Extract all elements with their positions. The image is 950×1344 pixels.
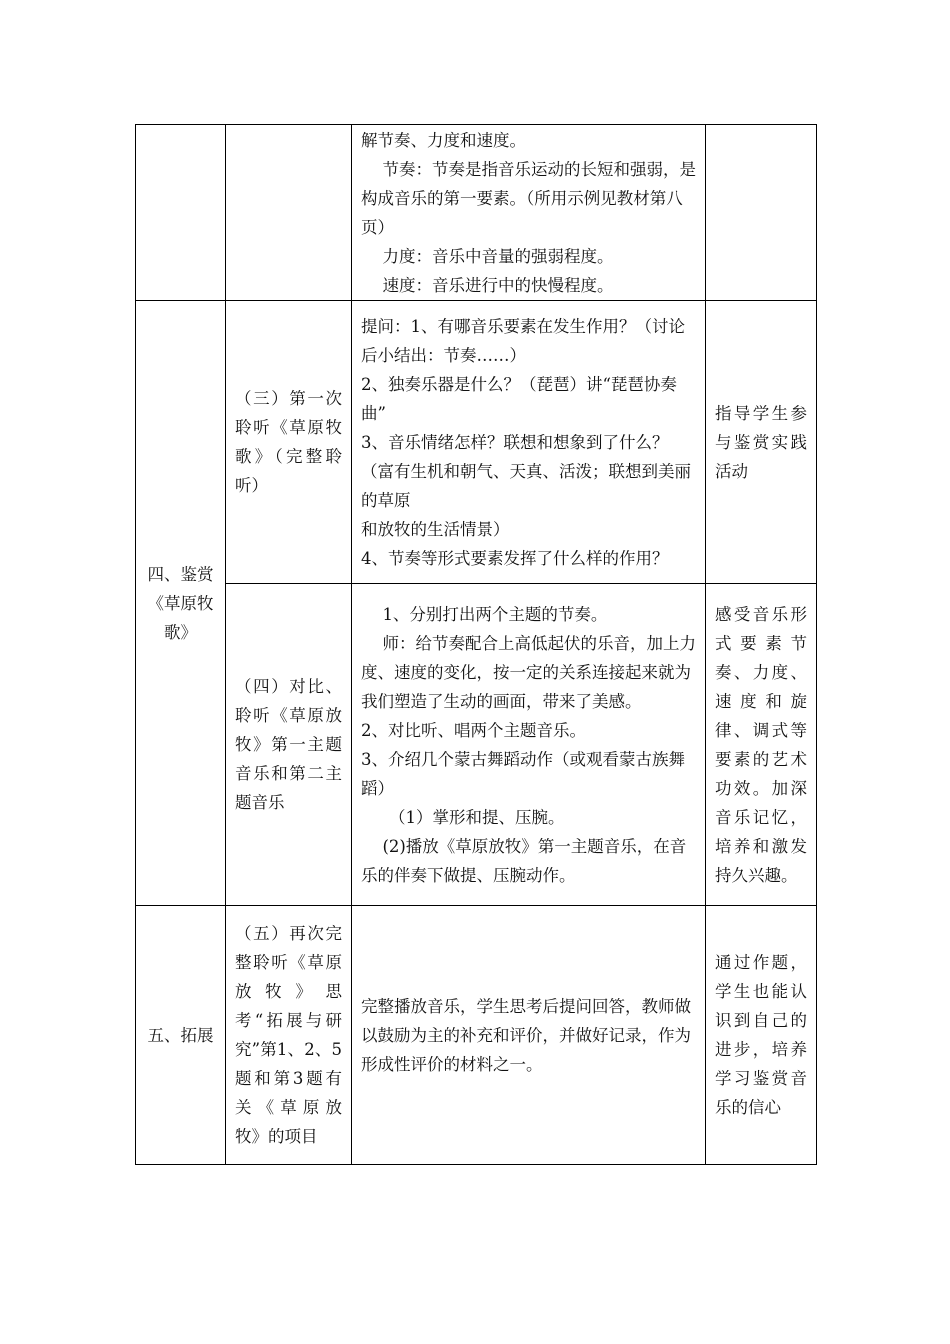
table-row <box>136 125 817 301</box>
purpose-cell: 通过作题，学生也能认识到自己的进步，培养学习鉴赏音乐的信心 <box>706 906 817 1165</box>
content-line: 1、分别打出两个主题的节奏。 <box>382 604 608 624</box>
table-row <box>136 584 817 906</box>
content-cell <box>352 906 706 1165</box>
content-cell <box>352 301 706 584</box>
stage-cell: 五、拓展 <box>136 906 226 1165</box>
content-line: 3、介绍几个蒙古舞蹈动作（或观看蒙古族舞蹈） <box>361 749 685 798</box>
content-line: 解节奏、力度和速度。 <box>361 130 526 150</box>
content-line: 力度：音乐中音量的强弱程度。 <box>382 246 614 266</box>
content-line: 速度：音乐进行中的快慢程度。 <box>382 275 614 295</box>
content-line: 师：给节奏配合上高低起伏的乐音，加上力度、速度的变化，按一定的关系连接起来就为我们塑造了生动的画面，带来了美感。 <box>361 633 696 711</box>
segment-cell: （五）再次完整聆听《草原放牧》思考“拓展与研究”第1、2、5题和第3题有关《草原放牧》的项目 <box>226 906 352 1165</box>
content-line: 2、对比听、唱两个主题音乐。 <box>361 720 586 740</box>
stage-cell <box>136 125 226 301</box>
segment-cell: （三）第一次聆听《草原牧歌》（完整聆听） <box>226 301 352 584</box>
content-line: 节奏：节奏是指音乐运动的长短和强弱，是构成音乐的第一要素。（所用示例见教材第八页） <box>361 159 696 237</box>
content-line: 和放牧的生活情景） <box>361 519 510 539</box>
content-line: 提问：1、有哪音乐要素在发生作用？（讨论后小结出：节奏……） <box>361 316 685 365</box>
segment-cell <box>226 125 352 301</box>
lesson-plan-table <box>135 124 817 1165</box>
table-row <box>136 906 817 1165</box>
content-line: 4、节奏等形式要素发挥了什么样的作用？ <box>361 548 669 568</box>
content-cell <box>352 125 706 301</box>
content-cell <box>352 584 706 906</box>
purpose-cell: 感受音乐形式要素节奏、力度、速度和旋律、调式等要素的艺术功效。加深音乐记忆，培养和激发持久兴趣。 <box>706 584 817 906</box>
table-row <box>136 301 817 584</box>
stage-cell: 四、鉴赏《草原牧歌》 <box>136 301 226 906</box>
content-line: 2、独奏乐器是什么？（琵琶）讲“琵琶协奏曲” <box>361 374 677 423</box>
content-line: 3、音乐情绪怎样？联想和想象到了什么？（富有生机和朝气、天真、活泼；联想到美丽的草原 <box>361 432 691 510</box>
content-line: （1）掌形和提、压腕。 <box>389 807 565 827</box>
content-line: 完整播放音乐，学生思考后提问回答，教师做以鼓励为主的补充和评价，并做好记录，作为形成性评价的材料之一。 <box>361 996 691 1074</box>
purpose-cell <box>706 125 817 301</box>
content-line: (2)播放《草原放牧》第一主题音乐，在音乐的伴奏下做提、压腕动作。 <box>361 836 687 885</box>
purpose-cell: 指导学生参与鉴赏实践活动 <box>706 301 817 584</box>
segment-cell: （四）对比、聆听《草原放牧》第一主题音乐和第二主题音乐 <box>226 584 352 906</box>
